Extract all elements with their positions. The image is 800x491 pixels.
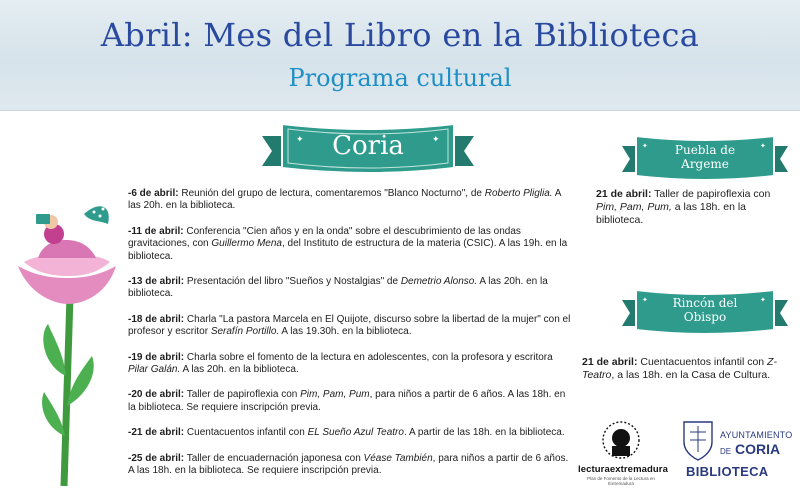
puebla-banner [622,130,788,184]
svg-text:✦: ✦ [760,142,766,150]
lecturaextremadura-logo [578,418,668,486]
event-item: -20 de abril: Taller de papiroflexia con Pim, Pam, Pum, para niños a partir de 6 años. A las 18h. en la biblioteca. Se requiere inscripción previa. [128,389,566,413]
coria-banner [262,116,474,182]
header-band [0,0,800,111]
biblioteca-label: BIBLIOTECA [686,464,769,479]
puebla-event: 21 de abril: Taller de papiroflexia con Pim, Pam, Pum, a las 18h. en la biblioteca. [596,188,771,227]
flower-illustration [8,196,120,491]
lectura-logo-name: lecturaextremadura [578,464,668,475]
ayuntamiento-coria-logo [676,414,796,486]
event-item: -18 de abril: Charla "La pastora Marcela en El Quijote, discurso sobre la libertad de la mujer" con el profesor y escritor Serafín Portillo. A las 19.30h. en la biblioteca. [128,313,571,338]
rincon-banner-label: Rincón del Obispo [672,296,738,324]
page-subtitle: Programa cultural [288,64,512,92]
svg-text:✦: ✦ [642,296,648,304]
event-item: -6 de abril: Reunión del grupo de lectura, comentaremos "Blanco Nocturno", de Roberto Pliglia. A las 20h. en la biblioteca. [128,188,561,212]
lectura-logo-tagline: Plan de Fomento de la Lectura en Extremadura [587,476,655,486]
rincon-banner [622,284,788,338]
event-item: -25 de abril: Taller de encuadernación japonesa con Véase También, para niños a partir de 6 años. A las 18h. en la biblioteca. Se requiere inscripción previa. [128,452,569,477]
svg-text:✦: ✦ [760,296,766,304]
event-item: -13 de abril: Presentación del libro "Sueños y Nostalgias" de Demetrio Alonso. A las 20h. en la biblioteca. [128,276,548,300]
rincon-event: 21 de abril: Cuentacuentos infantil con Z-Teatro, a las 18h. en la Casa de Cultura. [582,356,777,382]
page-title: Abril: Mes del Libro en la Biblioteca [100,16,700,54]
svg-text:✦: ✦ [642,142,648,150]
coria-events-list [128,188,574,491]
event-item: -19 de abril: Charla sobre el fomento de la lectura en adolescentes, con la profesora y escritora Pilar Galán. A las 20h. en la biblioteca. [128,351,553,376]
coria-label: DE CORIA [720,441,781,457]
event-item: -21 de abril: Cuentacuentos infantil con EL Sueño Azul Teatro. A partir de las 18h. en la biblioteca. [128,427,565,439]
ayuntamiento-label: AYUNTAMIENTO [720,430,793,440]
svg-text:✦: ✦ [296,135,304,145]
reader-face-icon [578,418,664,464]
event-item: -11 de abril: Conferencia "Cien años y en la onda" sobre el descubrimiento de las ondas gravitaciones, con Guillermo Mena, del Instituto de estructura de la materia (CSIC). A las 19h. en la biblioteca. [128,225,568,262]
svg-text:✦: ✦ [432,135,440,145]
puebla-banner-label: Puebla de Argeme [674,143,736,171]
coat-of-arms-icon [678,418,718,464]
coria-banner-label: Coria [332,131,404,161]
